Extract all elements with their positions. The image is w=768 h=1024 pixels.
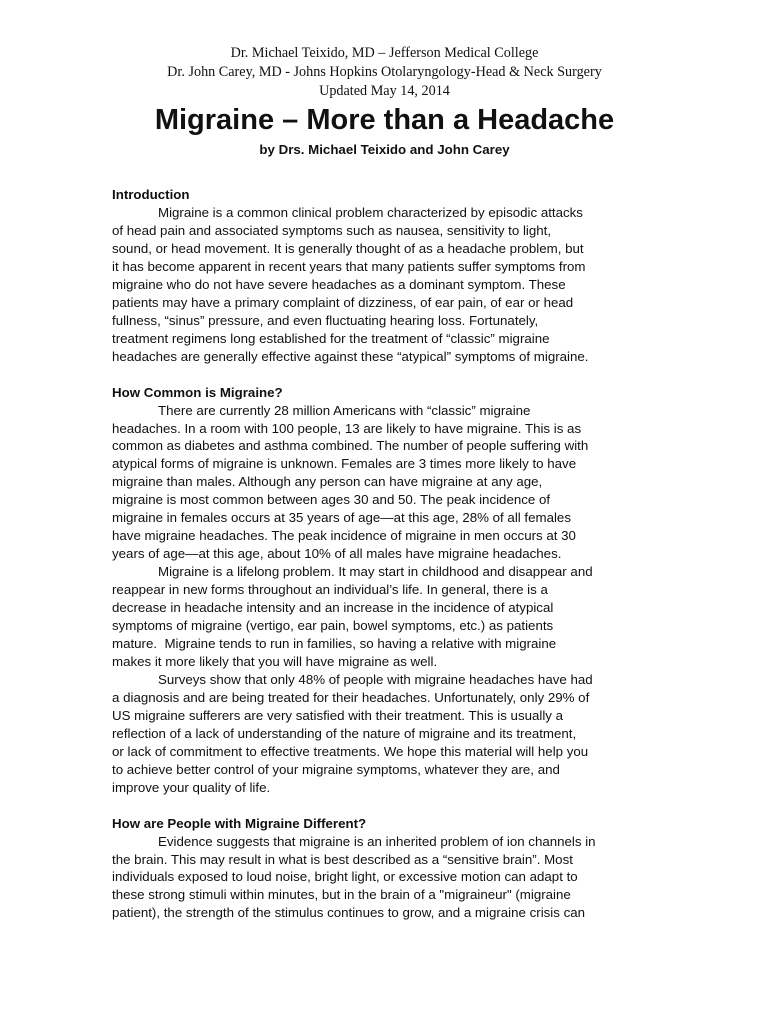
text-line: it has become apparent in recent years that many patients suffer symptoms from [112, 258, 586, 274]
text-line: makes it more likely that you will have migraine as well. [112, 653, 438, 669]
text-line: improve your quality of life. [112, 779, 271, 795]
text-line: headaches are generally effective against these “atypical” symptoms of migraine. [112, 348, 589, 364]
text-line: reappear in new forms throughout an individual’s life. In general, there is a [112, 582, 548, 598]
text-line: common as diabetes and asthma combined. The number of people suffering with [112, 438, 589, 454]
paragraph [112, 563, 657, 671]
section-heading-how-common: How Common is Migraine? [112, 384, 283, 400]
text-line: symptoms of migraine (vertigo, ear pain, bowel symptoms, etc.) as patients [112, 618, 554, 634]
text-line: fullness, “sinus” pressure, and even fluctuating hearing loss. Fortunately, [112, 312, 539, 328]
author-header [112, 44, 657, 101]
section-heading-introduction: Introduction [112, 187, 190, 202]
text-line: treatment regimens long established for the treatment of “classic” migraine [112, 330, 550, 346]
text-line: patients may have a primary complaint of dizziness, of ear pain, of ear or head [112, 294, 574, 310]
paragraph [112, 204, 657, 366]
paragraph [112, 833, 657, 923]
text-line: reflection of a lack of understanding of the nature of migraine and its treatment, [112, 725, 577, 741]
section-heading-how-different: How are People with Migraine Different? [112, 815, 367, 831]
text-line: migraine is most common between ages 30 and 50. The peak incidence of [112, 492, 551, 508]
text-line: US migraine sufferers are very satisfied with their treatment. This is usually a [112, 707, 564, 723]
document-page [112, 44, 657, 922]
text-line: individuals exposed to loud noise, bright light, or excessive motion can adapt to [112, 869, 578, 885]
text-line: to achieve better control of your migraine symptoms, whatever they are, and [112, 761, 560, 777]
text-line: decrease in headache intensity and an increase in the incidence of atypical [112, 600, 554, 616]
text-line: of head pain and associated symptoms such as nausea, sensitivity to light, [112, 222, 552, 238]
text-line: Migraine is a common clinical problem characterized by episodic attacks [158, 205, 583, 220]
author-line-teixido: Dr. Michael Teixido, MD – Jefferson Medical College [230, 45, 539, 61]
text-line: a diagnosis and are being treated for their headaches. Unfortunately, only 29% of [112, 689, 590, 705]
paragraph [112, 402, 657, 564]
text-line: migraine who do not have severe headaches as a dominant symptom. These [112, 276, 566, 292]
document-title: Migraine – More than a Headache [154, 104, 615, 136]
text-line: Surveys show that only 48% of people with migraine headaches have had [158, 671, 593, 687]
byline: by Drs. Michael Teixido and John Carey [259, 142, 510, 157]
author-line-carey: Dr. John Carey, MD - Johns Hopkins Otolaryngology-Head & Neck Surgery [167, 64, 602, 80]
text-line: migraine than males. Although any person can have migraine at any age, [112, 474, 543, 490]
text-line: Evidence suggests that migraine is an inherited problem of ion channels in [158, 833, 596, 849]
updated-date: Updated May 14, 2014 [319, 83, 450, 99]
text-line: the brain. This may result in what is best described as a “sensitive brain”. Most [112, 851, 573, 867]
text-line: have migraine headaches. The peak incidence of migraine in men occurs at 30 [112, 528, 576, 544]
text-line: Migraine is a lifelong problem. It may start in childhood and disappear and [158, 564, 593, 580]
text-line: mature. Migraine tends to run in families, so having a relative with migraine [112, 635, 557, 651]
text-line: headaches. In a room with 100 people, 13 are likely to have migraine. This is as [112, 420, 582, 436]
text-line: patient), the strength of the stimulus continues to grow, and a migraine crisis can [112, 905, 586, 921]
text-line: years of age—at this age, about 10% of all males have migraine headaches. [112, 546, 562, 562]
text-line: atypical forms of migraine is unknown. Females are 3 times more likely to have [112, 456, 577, 472]
paragraph [112, 671, 657, 797]
text-line: There are currently 28 million Americans with “classic” migraine [158, 402, 531, 418]
text-line: sound, or head movement. It is generally thought of as a headache problem, but [112, 240, 584, 256]
text-line: or lack of commitment to effective treatments. We hope this material will help you [112, 743, 589, 759]
text-line: migraine in females occurs at 35 years of age—at this age, 28% of all females [112, 510, 571, 526]
text-line: these strong stimuli within minutes, but in the brain of a "migraineur" (migraine [112, 887, 571, 903]
